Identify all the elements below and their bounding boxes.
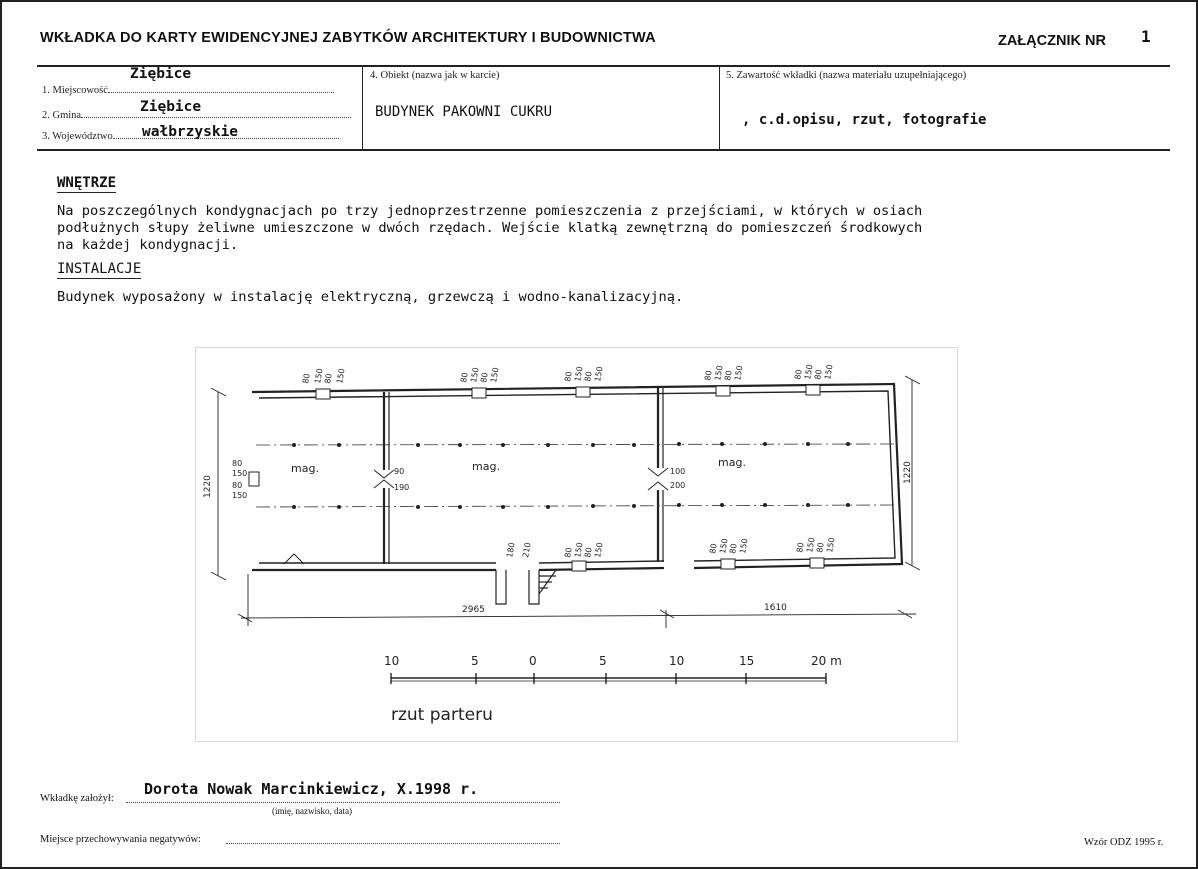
column: [337, 443, 341, 447]
dim-label: 180: [505, 541, 517, 559]
wojewodztwo-label-text: 3. Województwo: [42, 131, 113, 142]
dim-label: 80: [479, 371, 490, 384]
window-bottom: [721, 559, 735, 569]
column-axis-upper: [256, 444, 896, 445]
dim-label: 80: [728, 542, 739, 555]
column: [546, 505, 550, 509]
form-divider-2: [719, 65, 720, 150]
object-label: 4. Obiekt (nazwa jak w karcie): [370, 70, 500, 81]
column: [763, 503, 767, 507]
column: [416, 443, 420, 447]
dim-label: 100: [670, 467, 686, 476]
form-top-rule: [37, 65, 1170, 67]
dimension-lines: [211, 376, 920, 628]
dim-tick: [905, 376, 920, 384]
dim-label: 150: [805, 536, 817, 554]
dim-tick: [211, 388, 226, 396]
form-version: Wzór ODZ 1995 r.: [1084, 837, 1164, 848]
dim-total-height: 1220: [203, 475, 213, 498]
dim-label: 150: [232, 491, 248, 500]
scale-tick-label: 15: [739, 654, 755, 668]
dim-label: 80: [232, 459, 243, 468]
zalozyl-value: Dorota Nowak Marcinkiewicz, X.1998 r.: [144, 780, 479, 798]
dim-label: 80: [813, 368, 824, 381]
column: [846, 503, 850, 507]
dim-label: 150: [593, 365, 605, 383]
dim-label: 150: [718, 537, 730, 555]
dim-right-height: 1220: [903, 461, 913, 484]
column: [632, 443, 636, 447]
stair-wall: [529, 570, 539, 604]
dim-label: 90: [394, 467, 405, 476]
miejscowosc-value: Ziębice: [130, 66, 192, 82]
room-label-2: mag.: [472, 460, 500, 473]
negatywy-dotted-line: [226, 833, 560, 844]
floor-plan-svg: [196, 348, 957, 741]
section-heading-wnetrze: WNĘTRZE: [57, 175, 117, 191]
columns: [292, 442, 850, 509]
zalozyl-hint: (imię, nazwisko, data): [272, 806, 352, 816]
window-left: [249, 472, 259, 486]
dim-label: 80: [723, 369, 734, 382]
dim-label: 80: [793, 368, 804, 381]
column: [677, 442, 681, 446]
dim-label: 80: [703, 369, 714, 382]
dim-bottom-left: 2965: [462, 605, 485, 615]
window-top: [806, 385, 820, 395]
inner-wall: [259, 391, 895, 563]
scale-bar: [384, 654, 842, 668]
dim-tick: [211, 572, 226, 580]
dim-label: 190: [394, 483, 410, 492]
dim-label: 150: [573, 541, 585, 559]
plan-caption: rzut parteru: [391, 705, 493, 725]
window-top: [576, 387, 590, 397]
wnetrze-line-1: Na poszczególnych kondygnacjach po trzy jednoprzestrzenne pomieszczenia z przejściami, w których w osiach: [57, 203, 923, 219]
dim-label: 80: [795, 541, 806, 554]
wojewodztwo-value: wałbrzyskie: [142, 124, 239, 140]
dim-label: 150: [573, 365, 585, 383]
gmina-value: Ziębice: [140, 99, 202, 115]
dim-label: 150: [825, 536, 837, 554]
scale-tick-label: 5: [599, 654, 607, 668]
room-label-1: mag.: [291, 462, 319, 475]
window-top: [716, 386, 730, 396]
wnetrze-line-3: na każdej kondygnacji.: [57, 237, 239, 253]
stair-wall: [496, 570, 506, 604]
scale-tick-label: 10: [384, 654, 400, 668]
dim-label: 150: [313, 367, 325, 385]
scale-tick-label: 20 m: [811, 654, 842, 668]
dim-label: 80: [708, 542, 719, 555]
dim-label: 150: [593, 541, 605, 559]
entrance-stair: [496, 570, 556, 604]
column: [806, 442, 810, 446]
scale-tick-label: 5: [471, 654, 479, 668]
column: [720, 503, 724, 507]
room-label-3: mag.: [718, 456, 746, 469]
column: [546, 443, 550, 447]
wnetrze-line-2: podłużnych słupy żeliwne umieszczone w dwóch rzędach. Wejście klatką zewnętrzną do pomieszczeń środkowych: [57, 220, 923, 236]
dim-label: 150: [823, 363, 835, 381]
zalozyl-label: Wkładkę założył:: [40, 793, 114, 804]
dotted-line: [81, 107, 351, 118]
dim-label: 80: [583, 546, 594, 559]
column: [763, 442, 767, 446]
scale-tick-label: 0: [529, 654, 537, 668]
gmina-label-text: 2. Gmina: [42, 110, 82, 121]
column: [720, 442, 724, 446]
scale-bar-lines: [391, 673, 826, 684]
column: [501, 505, 505, 509]
dim-label: 80: [815, 541, 826, 554]
dim-tick: [660, 610, 674, 618]
dim-label: 80: [459, 371, 470, 384]
dim-label: 150: [489, 366, 501, 384]
dim-label: 150: [469, 366, 481, 384]
window-top: [472, 388, 486, 398]
window-bottom: [572, 561, 586, 571]
column: [501, 443, 505, 447]
dim-label: 150: [733, 364, 745, 382]
column: [292, 505, 296, 509]
column: [677, 503, 681, 507]
column: [591, 504, 595, 508]
dotted-line: [108, 82, 334, 93]
miejscowosc-label-text: 1. Miejscowość: [42, 85, 108, 96]
column: [846, 442, 850, 446]
column: [292, 443, 296, 447]
dim-bottom-right: 1610: [764, 603, 787, 613]
attachment-number: 1: [1141, 27, 1151, 46]
object-value: BUDYNEK PAKOWNI CUKRU: [375, 104, 553, 120]
dim-line-bottom: [241, 614, 916, 618]
contents-label: 5. Zawartość wkładki (nazwa materiału uzupełniającego): [726, 70, 967, 81]
column-axis-lower: [256, 505, 896, 507]
miejscowosc-label: [42, 82, 334, 96]
scale-tick-label: 10: [669, 654, 685, 668]
dim-label: 80: [232, 481, 243, 490]
column: [337, 505, 341, 509]
dim-label: 80: [563, 546, 574, 559]
column: [458, 505, 462, 509]
attachment-label: ZAŁĄCZNIK NR: [998, 33, 1106, 49]
column: [458, 443, 462, 447]
dim-label: 80: [583, 370, 594, 383]
dim-label: 200: [670, 481, 686, 490]
dim-label: 150: [335, 367, 347, 385]
instalacje-text: Budynek wyposażony w instalację elektryczną, grzewczą i wodno-kanalizacyjną.: [57, 289, 684, 305]
dim-label: 80: [563, 370, 574, 383]
section-heading-instalacje: INSTALACJE: [57, 261, 142, 277]
dim-label: 80: [301, 372, 312, 385]
column: [591, 443, 595, 447]
dim-label: 150: [232, 469, 248, 478]
dim-label: 150: [713, 364, 725, 382]
form-divider-1: [362, 65, 363, 150]
column: [416, 505, 420, 509]
dim-tick: [905, 562, 920, 570]
dim-label: 210: [521, 541, 533, 559]
document-title: WKŁADKA DO KARTY EWIDENCYJNEJ ZABYTKÓW ARCHITEKTURY I BUDOWNICTWA: [40, 30, 656, 46]
dim-label: 150: [803, 363, 815, 381]
dim-label: 80: [323, 372, 334, 385]
window-top: [316, 389, 330, 399]
window-bottom: [810, 558, 824, 568]
column: [806, 503, 810, 507]
contents-value: , c.d.opisu, rzut, fotografie: [742, 112, 987, 128]
column: [632, 504, 636, 508]
dim-label: 150: [738, 537, 750, 555]
negatywy-label: Miejsce przechowywania negatywów:: [40, 834, 201, 845]
form-bottom-rule: [37, 149, 1170, 151]
floor-plan-drawing: [195, 347, 958, 742]
